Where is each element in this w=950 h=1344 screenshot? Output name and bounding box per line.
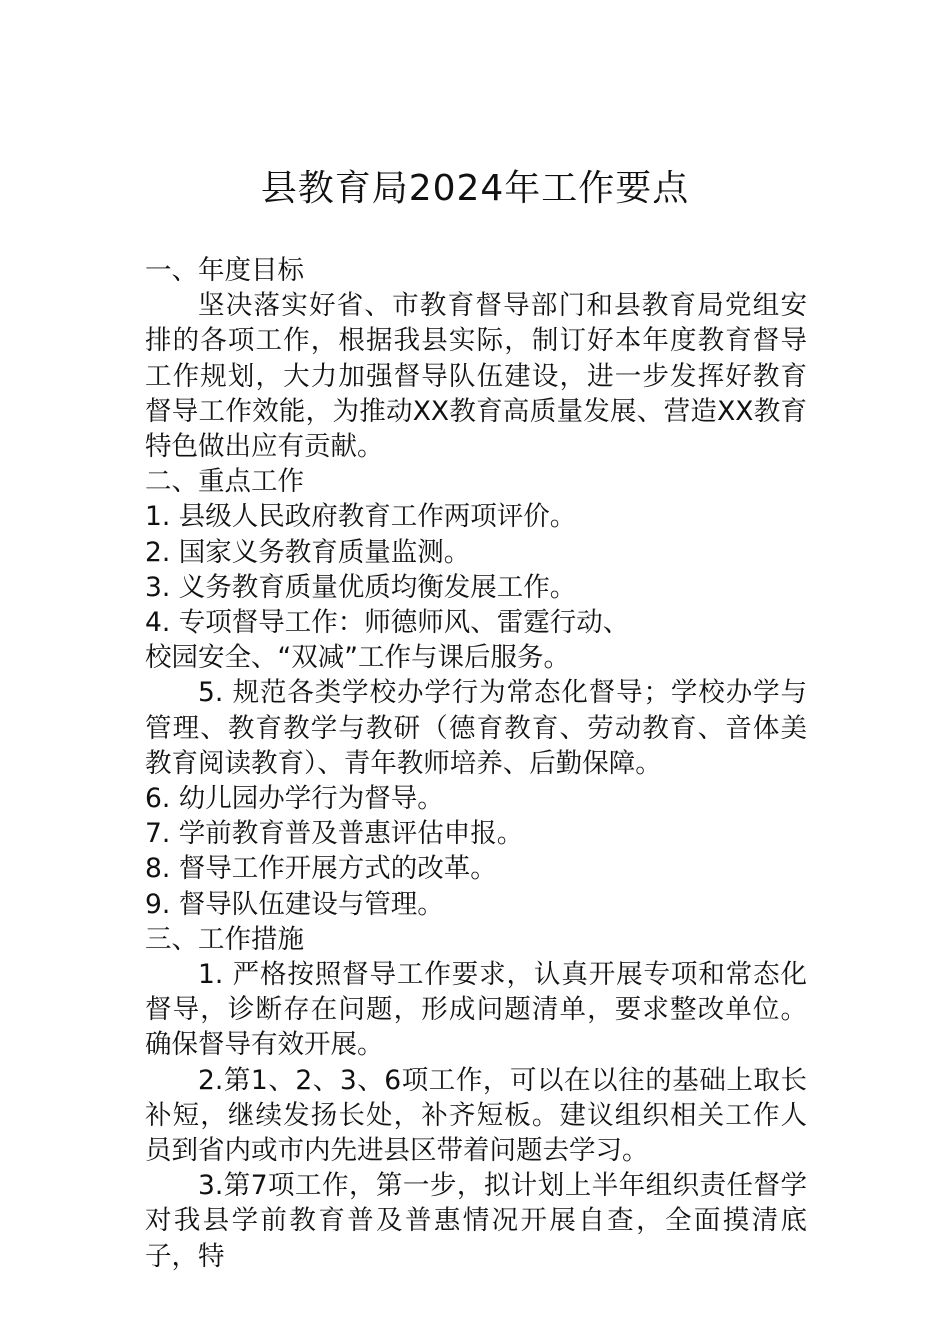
- document-body: [145, 253, 807, 1274]
- list-item: 5. 规范各类学校办学行为常态化督导；学校办学与管理、教育教学与教研（德育教育、劳动教育、音体美教育阅读教育）、青年教师培养、后勤保障。: [145, 677, 807, 779]
- list-item: 2.第1、2、3、6项工作，可以在以往的基础上取长补短，继续发扬长处，补齐短板。建议组织相关工作人员到省内或市内先进县区带着问题去学习。: [145, 1064, 807, 1167]
- document-title: 县教育局2024年工作要点: [260, 168, 690, 209]
- list-item: 2. 国家义务教育质量监测。: [145, 536, 471, 568]
- list-item: 1. 县级人民政府教育工作两项评价。: [145, 501, 577, 533]
- list-item: 4. 专项督导工作：师德师风、雷霆行动、: [145, 607, 630, 639]
- list-item: 6. 幼儿园办学行为督导。: [145, 783, 444, 815]
- list-item: 3. 义务教育质量优质均衡发展工作。: [145, 571, 577, 603]
- list-item: 3.第7项工作，第一步，拟计划上半年组织责任督学对我县学前教育普及普惠情况开展自查，全面摸清底子，特: [145, 1170, 807, 1272]
- section-heading-goals: 一、年度目标: [145, 255, 304, 286]
- list-item-continuation: 校园安全、“双减”工作与课后服务。: [145, 642, 570, 674]
- paragraph-goals: 坚决落实好省、市教育督导部门和县教育局党组安排的各项工作，根据我县实际，制订好本年度教育督导工作规划，大力加强督导队伍建设，进一步发挥好教育督导工作效能，为推动XX教育高质量发展、营造XX教育特色做出应有贡献。: [145, 290, 807, 463]
- section-heading-measures: 三、工作措施: [145, 923, 304, 955]
- section-heading-key-work: 二、重点工作: [145, 466, 304, 498]
- list-item: 7. 学前教育普及普惠评估申报。: [145, 818, 524, 850]
- list-item: 9. 督导队伍建设与管理。: [145, 888, 444, 920]
- list-item: 8. 督导工作开展方式的改革。: [145, 853, 497, 885]
- list-item: 1. 严格按照督导工作要求，认真开展专项和常态化督导，诊断存在问题，形成问题清单，要求整改单位。确保督导有效开展。: [145, 959, 807, 1061]
